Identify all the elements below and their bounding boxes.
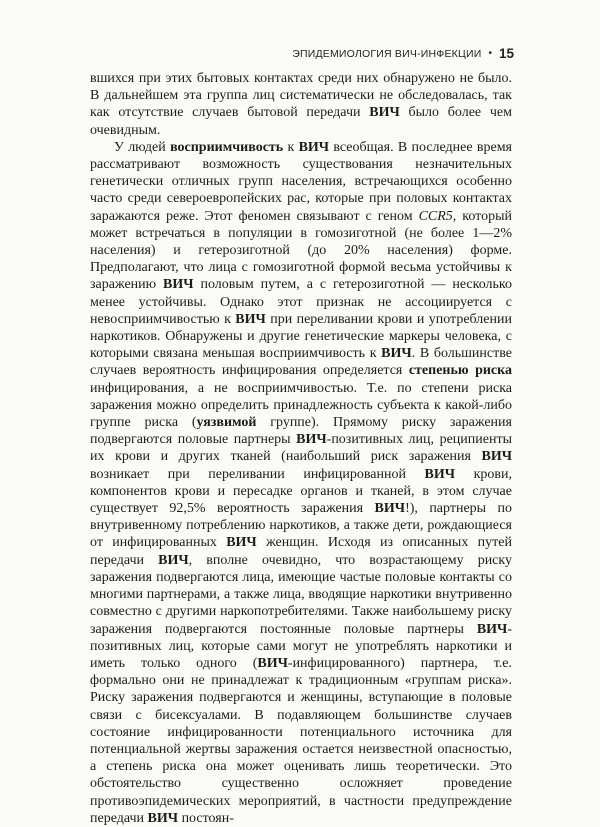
- text-run: к: [283, 139, 299, 155]
- bold-term: ВИЧ: [147, 810, 179, 826]
- text-run: женщин. Исходя из описанных путей передачи: [90, 535, 512, 568]
- text-run: половым путем, а с гетерозиготной — несколько менее устойчивы. Однако этот признак не ассоциируется с невосприимчивостью к: [90, 277, 512, 327]
- text-run: инфицирования, а не восприимчивостью. Т.е. по степени риска заражения можно определить принадлежность субъекта к какой-либо группе риска (: [90, 380, 512, 431]
- bold-term: степенью риска: [408, 363, 512, 379]
- italic-term: CCR5: [418, 208, 453, 224]
- text-run: группе). Прямому риску заражения подвергаются половые партнеры: [90, 415, 512, 448]
- bold-term: уязвимой: [196, 415, 257, 431]
- text-run: -позитивных лиц, реципиенты их крови и других тканей (наибольший риск заражения: [90, 432, 512, 465]
- page-number: 15: [498, 46, 514, 61]
- text-run: возникает при переливании инфицированной: [90, 466, 425, 482]
- bold-term: ВИЧ: [298, 139, 330, 155]
- running-title: ЭПИДЕМИОЛОГИЯ ВИЧ-ИНФЕКЦИИ: [292, 47, 482, 60]
- body-text: [90, 70, 512, 827]
- text-run: крови, компонентов крови и пересадке органов и тканей, в этом случае существует 92,5% вероятность заражения: [90, 466, 513, 517]
- bold-term: ВИЧ: [369, 105, 400, 121]
- text-run: !), партнеры по внутривенному потреблению наркотиков, а также дети, рождающиеся от инфицированных: [90, 501, 512, 551]
- paragraph: [90, 70, 512, 139]
- text-run: , который может встречаться в популяции в гомозиготной (не более 1—2% населения) и гетерозиготной (до 20% населения) форме. Предполагают, что лица с гомозиготной формой весьма устойчивы к заражению: [90, 208, 513, 293]
- bold-term: ВИЧ: [296, 432, 327, 448]
- running-header: [292, 46, 514, 61]
- text-run: . В большинстве случаев вероятность инфицирования определяется: [90, 346, 512, 379]
- bold-term: ВИЧ: [158, 552, 189, 568]
- bold-term: ВИЧ: [476, 621, 508, 637]
- bold-term: ВИЧ: [424, 466, 456, 482]
- text-run: было более чем очевидным.: [90, 105, 512, 138]
- text-run: постоян-: [178, 810, 234, 826]
- paragraph: [90, 139, 512, 827]
- text-run: всеобщая. В последнее время рассматривают возможность существования незначительных генетически отличных групп населения, встречающихся особенно часто среди североевропейских рас, которые при половых контактах заражаются реже. Этот феномен связывают с геном: [90, 139, 512, 224]
- bold-term: ВИЧ: [226, 535, 257, 551]
- header-bullet: •: [488, 48, 492, 59]
- bold-term: ВИЧ: [235, 311, 266, 327]
- text-run: -позитивных лиц, которые сами могут не употреблять наркотики и иметь только одного (: [90, 621, 512, 671]
- text-run: при переливании крови и употреблении наркотиков. Обнаружены и другие генетические маркеры человека, с которыми связана меньшая восприимчивость к: [90, 311, 512, 362]
- text-run: -инфицированного) партнера, т.е. формально они не принадлежат к традиционным «группам риска». Риску заражения подвергаются и женщины, вступающие в половые связи с бисексуалами. В подавляющем большинстве случаев состояние инфицированности потенциального источника для потенциальной жертвы заражения остается неизвестной опасностью, а степень риска она может оценивать лишь теоретически. Это обстоятельство существенно осложняет проведение противоэпидемических мероприятий, в частности предупреждение передачи: [90, 655, 513, 826]
- bold-term: ВИЧ: [163, 277, 194, 293]
- text-run: У людей: [114, 139, 171, 155]
- bold-term: ВИЧ: [481, 449, 512, 465]
- bold-term: ВИЧ: [374, 501, 406, 517]
- text-run: , вполне очевидно, что возрастающему риску заражения подвергаются лица, имеющие частые половые контакты со многими партнерами, а также лица, вводящие наркотики внутривенно совместно с другими наркопотребителями. Также наибольшему риску заражения подвергаются постоянные половые партнеры: [90, 552, 512, 637]
- text-run: вшихся при этих бытовых контактах среди них обнаружено не было. В дальнейшем эта группа лиц систематически не обследовалась, так как отсутствие случаев бытовой передачи: [90, 71, 512, 121]
- bold-term: ВИЧ: [381, 346, 412, 362]
- bold-term: восприимчивость: [170, 139, 284, 155]
- bold-term: ВИЧ: [257, 655, 288, 671]
